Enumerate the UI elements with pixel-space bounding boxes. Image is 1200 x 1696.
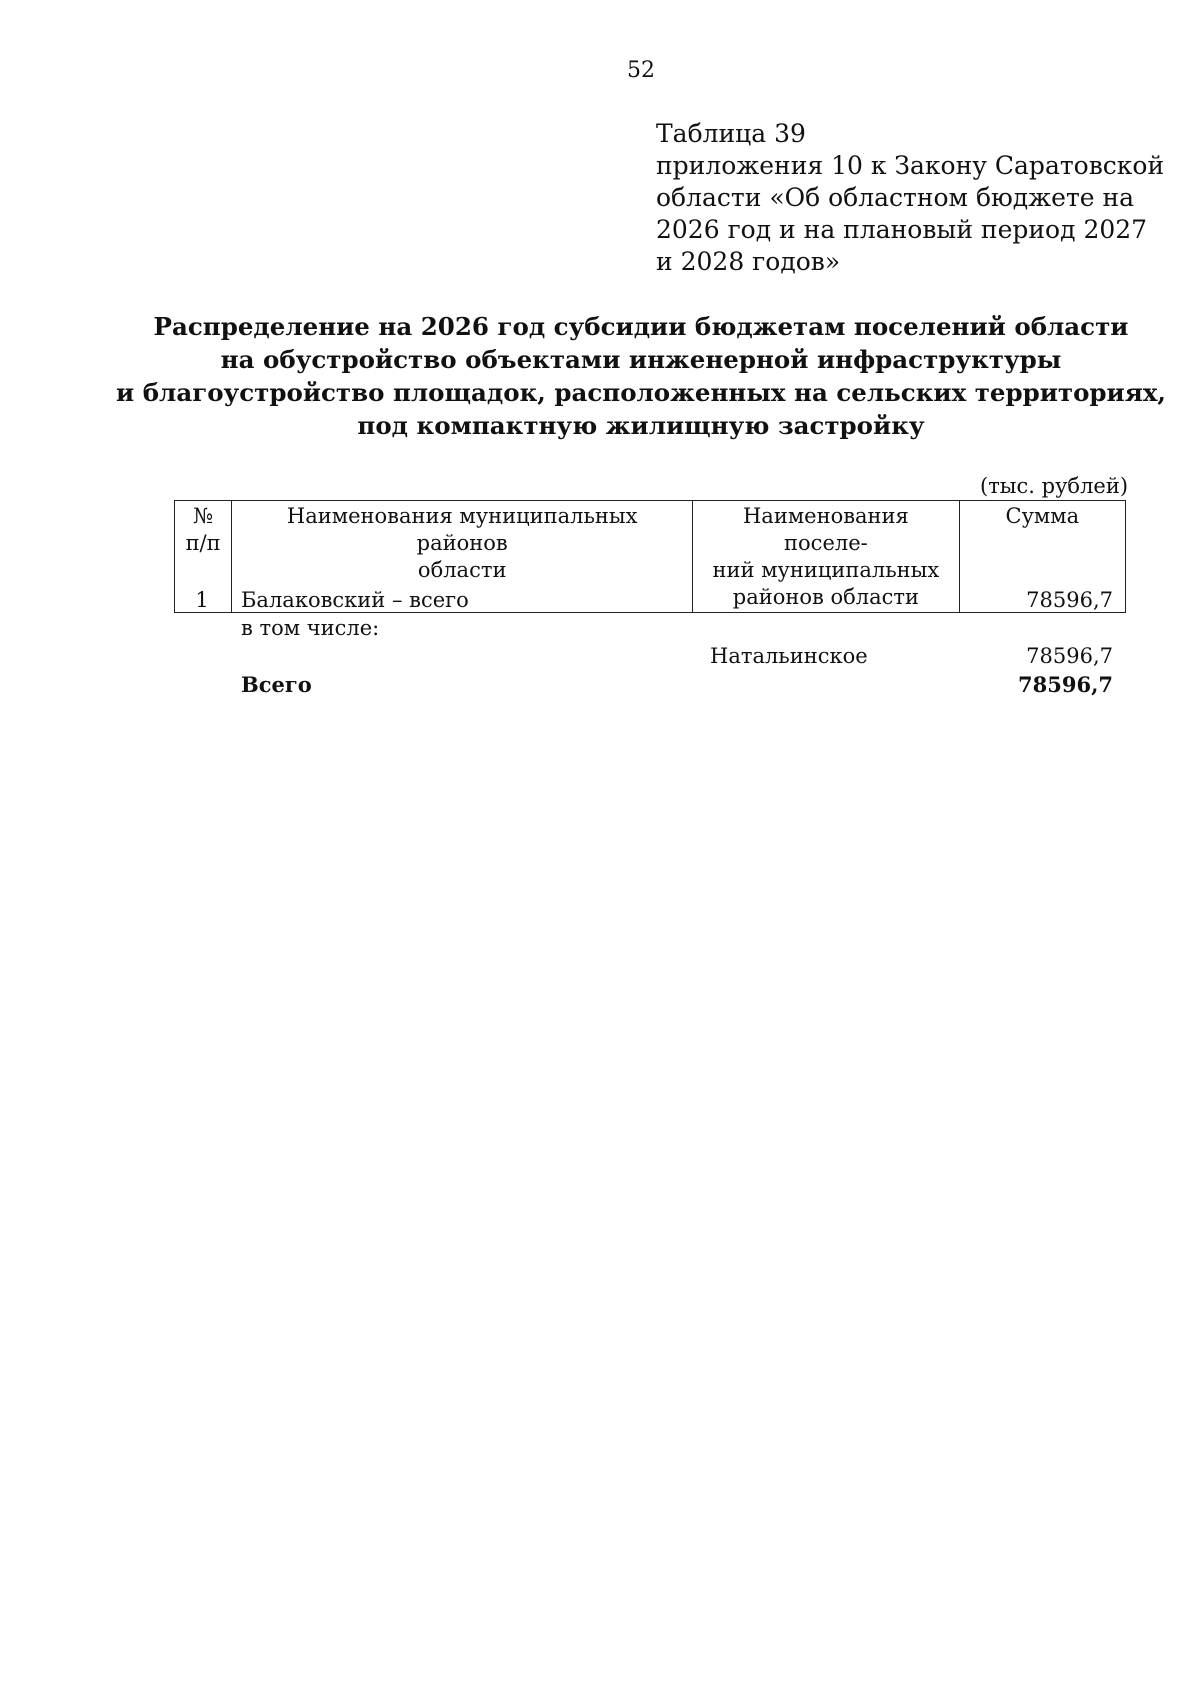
title-line: под компактную жилищную застройку <box>357 411 925 440</box>
header-number-line: п/п <box>185 531 221 555</box>
row-district: в том числе: <box>241 616 380 640</box>
total-label: Всего <box>241 672 312 697</box>
title-line: и благоустройство площадок, расположенных на сельских территориях, <box>116 378 1166 407</box>
header-settlement-line: Наименования поселе- <box>742 504 909 555</box>
units-label: (тыс. рублей) <box>980 474 1129 498</box>
header-settlement-line: районов области <box>732 585 920 609</box>
header-district-line: Наименования муниципальных районов <box>286 504 638 555</box>
appendix-table-number: Таблица 39 <box>656 119 806 148</box>
appendix-reference <box>656 118 1165 278</box>
appendix-line: приложения 10 к Закону Саратовской <box>656 151 1165 180</box>
row-sum: 78596,7 <box>1026 588 1113 612</box>
header-number-line: № <box>193 504 214 528</box>
row-sum: 78596,7 <box>1026 644 1113 668</box>
row-number: 1 <box>195 588 209 612</box>
appendix-line: и 2028 годов» <box>656 247 841 276</box>
row-settlement: Натальинское <box>710 644 868 668</box>
total-sum: 78596,7 <box>1018 672 1113 697</box>
header-settlement-line: ний муниципальных <box>712 558 940 582</box>
appendix-line: области «Об областном бюджете на <box>656 183 1135 212</box>
row-district: Балаковский – всего <box>241 588 469 612</box>
document-title <box>100 310 1182 442</box>
appendix-line: 2026 год и на плановый период 2027 <box>656 215 1148 244</box>
header-settlement <box>693 501 959 613</box>
header-district-line: области <box>417 558 507 582</box>
title-line: Распределение на 2026 год субсидии бюджетам поселений области <box>153 312 1129 341</box>
title-line: на обустройство объектами инженерной инфраструктуры <box>220 345 1062 374</box>
header-sum-line: Сумма <box>1005 504 1080 528</box>
page-number: 52 <box>627 58 655 83</box>
